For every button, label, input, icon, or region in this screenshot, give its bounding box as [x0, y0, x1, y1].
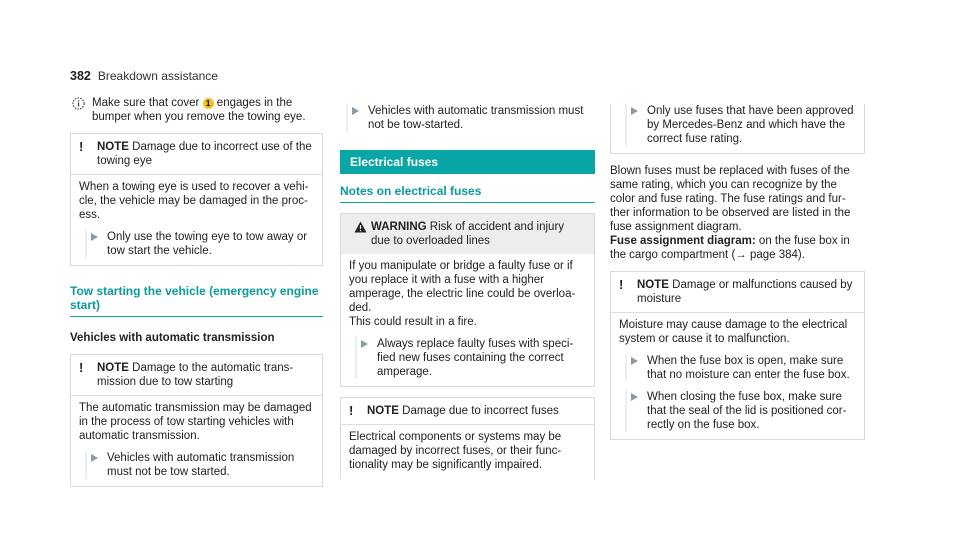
fuse-assignment-line	[610, 234, 865, 262]
step-text: When closing the fuse box, make sure that the seal of the lid is positioned cor-rectly on the fuse box.	[647, 391, 847, 431]
note-label: NOTE	[97, 362, 129, 374]
instruction-step	[619, 104, 856, 146]
warning-body: If you manipulate or bridge a faulty fuse or if you replace it with a fuse with a higher amperage, the electric line could be overloa-ded.	[349, 260, 576, 314]
note-body: Electrical components or systems may be damaged by incorrect fuses, or their func-tionality may be significantly impaired.	[349, 431, 562, 471]
instruction-step	[349, 337, 586, 379]
column-1	[70, 96, 323, 487]
warning-body-2: This could result in a fire.	[349, 316, 477, 328]
step-text: Only use the towing eye to tow away or tow start the vehicle.	[107, 231, 308, 257]
step-text: Always replace faulty fuses with speci-fied new fuses containing the correct amperage.	[377, 338, 574, 378]
exclamation-icon: !	[79, 360, 84, 375]
instruction-step	[79, 230, 314, 258]
info-icon	[70, 96, 86, 110]
step-arrow-icon	[619, 354, 643, 382]
step-arrow-icon	[349, 337, 373, 379]
note-box-body	[341, 425, 594, 479]
instruction-step	[619, 354, 856, 382]
fuse-assignment-label: Fuse assignment diagram:	[610, 235, 756, 247]
warning-title: Risk of accident and injury due to overloaded lines	[371, 221, 565, 247]
note-title: Damage due to incorrect use of the towing eye	[97, 141, 312, 167]
page-header	[70, 69, 218, 83]
step-text: Only use fuses that have been approved by Mercedes-Benz and which have the correct fuse rating.	[647, 105, 854, 145]
continued-box	[610, 104, 865, 154]
note-box-body	[71, 175, 322, 265]
note-title: Damage or malfunctions caused by moisture	[637, 279, 853, 305]
note-body: Moisture may cause damage to the electrical system or cause it to malfunction.	[619, 319, 848, 345]
step-arrow-icon	[619, 104, 643, 146]
column-3	[610, 96, 865, 440]
instruction-step	[79, 451, 314, 479]
step-text: Vehicles with automatic transmission must not be tow started.	[107, 452, 295, 478]
step-arrow-icon	[79, 451, 103, 479]
warning-box-body	[341, 254, 594, 386]
exclamation-icon: !	[79, 139, 84, 154]
exclamation-icon: !	[619, 277, 624, 292]
note-box	[610, 271, 865, 440]
note-box-header	[611, 272, 864, 313]
note-box-body	[611, 313, 864, 439]
info-text-part-2: engages in the bumper when you remove the towing eye.	[92, 97, 306, 123]
note-box-2	[70, 354, 323, 487]
continued-box-body	[611, 104, 864, 153]
electrical-fuses-bar: Electrical fuses	[340, 150, 595, 174]
callout-badge: 1	[203, 98, 214, 109]
fuse-paragraph: Blown fuses must be replaced with fuses of the same rating, which you can recognize by the color and fuse rating. The fuse ratings and fur-ther information to be observed are listed in the fuse assignment diagram.	[610, 165, 851, 233]
note-label: NOTE	[367, 405, 399, 417]
step-text: Vehicles with automatic transmission must not be tow-started.	[368, 105, 584, 131]
note-box-header	[71, 134, 322, 175]
exclamation-icon: !	[349, 403, 354, 418]
note-box-2-body	[71, 396, 322, 486]
column-2	[340, 96, 595, 479]
warning-box	[340, 213, 595, 387]
section-title: Breakdown assistance	[97, 69, 218, 83]
step-arrow-icon	[619, 390, 643, 432]
fuse-assignment-text: on the fuse box in the cargo compartment (→ page 384).	[610, 235, 850, 261]
note-label: NOTE	[97, 141, 129, 153]
page-number: 382	[70, 69, 91, 83]
info-note-text	[92, 96, 315, 124]
note-title: Damage due to incorrect fuses	[402, 405, 559, 417]
note-body: The automatic transmission may be damaged in the process of tow starting vehicles with automatic transmission.	[79, 402, 312, 442]
instruction-step	[619, 390, 856, 432]
step-arrow-icon	[340, 104, 364, 132]
notes-heading: Notes on electrical fuses	[340, 184, 595, 203]
warning-label: WARNING	[371, 221, 427, 233]
note-box	[70, 133, 323, 266]
note-box	[340, 397, 595, 479]
note-title: Damage to the automatic trans-mission due to tow starting	[97, 362, 294, 388]
info-text-part-1: Make sure that cover	[92, 97, 200, 109]
instruction-step	[340, 104, 595, 132]
subheading-automatic: Vehicles with automatic transmission	[70, 332, 275, 344]
step-text: When the fuse box is open, make sure that no moisture can enter the fuse box.	[647, 355, 850, 381]
note-box-header	[341, 398, 594, 425]
warning-box-header	[341, 214, 594, 254]
note-box-2-header	[71, 355, 322, 396]
warning-triangle-icon	[349, 220, 371, 248]
tow-start-heading: Tow starting the vehicle (emergency engine start)	[70, 284, 323, 317]
info-note	[70, 96, 315, 124]
step-arrow-icon	[79, 230, 103, 258]
note-label: NOTE	[637, 279, 669, 291]
note-body: When a towing eye is used to recover a vehi-cle, the vehicle may be damaged in the proc-ess.	[79, 181, 309, 221]
